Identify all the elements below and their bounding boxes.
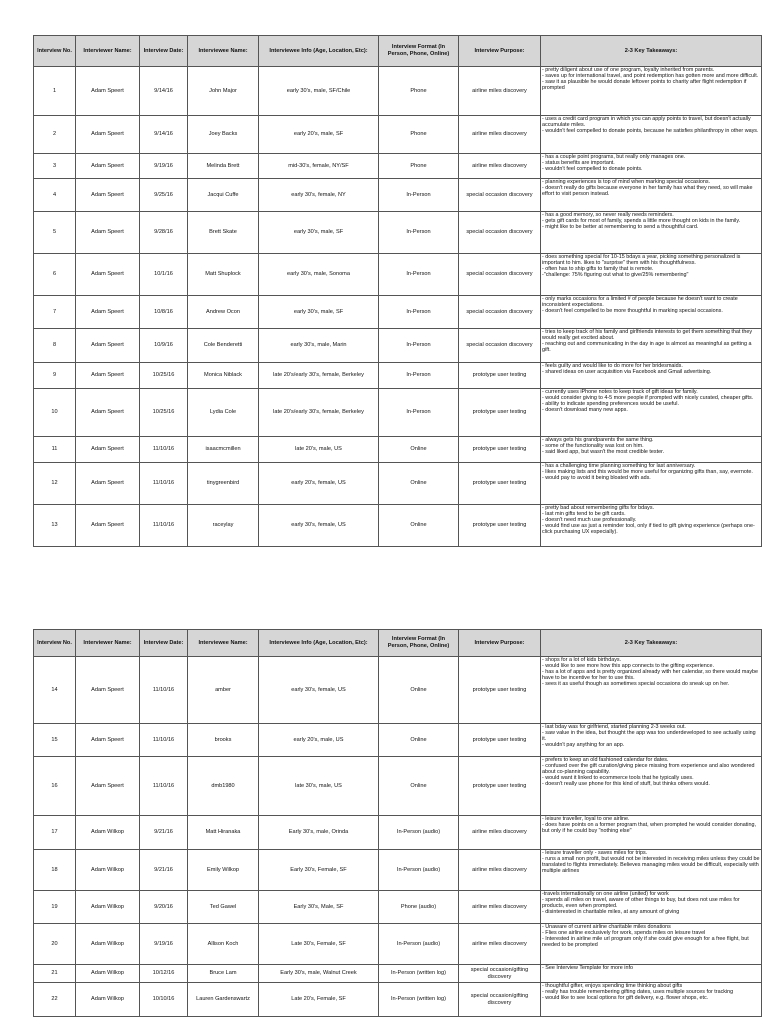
cell-format: In-Person [379, 179, 459, 212]
cell-name: John Major [188, 67, 259, 116]
cell-interviewer: Adam Speert [76, 329, 140, 363]
cell-takeaways: - pretty bad about remembering gifts for bdays. - last min gifts tend to be gift cards. - doesn't need much use professionally. - would find use as just a reminder tool, only if tied to gift giving experience (perhaps one-click purchasing UX especially). [541, 505, 762, 547]
cell-takeaways: - has a challenging time planning something for last anniversary. - likes making lists and this would be more useful for organizing gifts than, say, evernote. - would pay to avoid it being bloated with ads. [541, 463, 762, 505]
cell-no: 15 [34, 724, 76, 757]
cell-no: 16 [34, 757, 76, 816]
cell-takeaways: - tries to keep track of his family and girlfriends interests to get them something that they would really get excited about. - reaching out and communicating in the day in age is almost as meaningful as getting a gift. [541, 329, 762, 363]
cell-takeaways: - pretty diligent about use of one program, loyalty inherited from parents. - saves up for international travel, and point redemption has gotten more and more difficult. - saw it as plausible he would donate leftover points to charity after flight redemption if prompted [541, 67, 762, 116]
cell-name: Matt Shuplock [188, 254, 259, 296]
table-row [34, 463, 762, 505]
table-row [34, 179, 762, 212]
cell-no: 5 [34, 212, 76, 254]
cell-date: 10/12/16 [140, 965, 188, 983]
cell-purpose: airline miles discovery [459, 816, 541, 850]
cell-no: 10 [34, 389, 76, 437]
cell-date: 9/21/16 [140, 816, 188, 850]
table-row [34, 437, 762, 463]
cell-info: Late 20's, Female, SF [259, 983, 379, 1017]
cell-interviewer: Adam Wilkop [76, 924, 140, 965]
cell-purpose: prototype user testing [459, 437, 541, 463]
cell-date: 11/10/16 [140, 724, 188, 757]
cell-interviewer: Adam Speert [76, 657, 140, 724]
cell-no: 2 [34, 116, 76, 154]
cell-purpose: special occasion discovery [459, 212, 541, 254]
cell-info: early 30's, male, Marin [259, 329, 379, 363]
cell-info: early 30's, male, SF/Chile [259, 67, 379, 116]
cell-interviewer: Adam Wilkop [76, 816, 140, 850]
cell-purpose: airline miles discovery [459, 154, 541, 179]
cell-info: Late 30's, Female, SF [259, 924, 379, 965]
cell-purpose: special occasion discovery [459, 179, 541, 212]
header-interviewee-name: Interviewee Name: [188, 36, 259, 67]
cell-interviewer: Adam Speert [76, 363, 140, 389]
cell-takeaways: - last bday was for girlfriend, started planning 2-3 weeks out. - saw value in the idea, but thought the app was too underdeveloped to see actually using it. - wouldn't pay anything for an app. [541, 724, 762, 757]
cell-takeaways: - has a good memory, so never really needs reminders. - gets gift cards for most of family, spends a little more thought on kids in the family. - might like to be better at remembering to send a thoughtful card. [541, 212, 762, 254]
table-row [34, 154, 762, 179]
header-interviewee-info: Interviewee Info (Age, Location, Etc): [259, 36, 379, 67]
cell-format: In-Person [379, 329, 459, 363]
cell-interviewer: Adam Speert [76, 67, 140, 116]
cell-purpose: prototype user testing [459, 724, 541, 757]
cell-name: Lauren Gardenswartz [188, 983, 259, 1017]
cell-date: 9/14/16 [140, 116, 188, 154]
cell-no: 7 [34, 296, 76, 329]
cell-takeaways: - always gets his grandparents the same thing. - some of the functionality was lost on him. - said liked app, but wasn't the most credible tester. [541, 437, 762, 463]
cell-no: 21 [34, 965, 76, 983]
header-interview-no: Interview No. [34, 630, 76, 657]
cell-no: 11 [34, 437, 76, 463]
cell-format: Online [379, 437, 459, 463]
table-row [34, 116, 762, 154]
cell-interviewer: Adam Wilkop [76, 983, 140, 1017]
cell-interviewer: Adam Speert [76, 757, 140, 816]
cell-info: late 20's/early 30's, female, Berkeley [259, 363, 379, 389]
cell-purpose: special occasion discovery [459, 254, 541, 296]
header-interview-format: Interview Format (In Person, Phone, Online) [379, 36, 459, 67]
cell-name: Brett Skate [188, 212, 259, 254]
table-row [34, 850, 762, 891]
cell-date: 10/8/16 [140, 296, 188, 329]
cell-info: Early 30's, Male, SF [259, 891, 379, 924]
cell-takeaways: - planning experiences is top of mind when marking special occasions. - doesn't really do gifts because everyone in her family has what they need, so will make effort to visit person instead. [541, 179, 762, 212]
cell-interviewer: Adam Speert [76, 437, 140, 463]
header-row [34, 630, 762, 657]
cell-name: Ted Gawel [188, 891, 259, 924]
cell-date: 9/21/16 [140, 850, 188, 891]
cell-name: dmb1980 [188, 757, 259, 816]
table-row [34, 757, 762, 816]
cell-no: 18 [34, 850, 76, 891]
table-row [34, 983, 762, 1017]
cell-interviewer: Adam Wilkop [76, 850, 140, 891]
cell-date: 9/25/16 [140, 179, 188, 212]
cell-date: 10/25/16 [140, 389, 188, 437]
cell-name: isaacmcmillen [188, 437, 259, 463]
cell-interviewer: Adam Speert [76, 505, 140, 547]
cell-format: In-Person [379, 389, 459, 437]
cell-takeaways: - See Interview Template for more info [541, 965, 762, 983]
cell-purpose: airline miles discovery [459, 850, 541, 891]
table-row [34, 657, 762, 724]
cell-purpose: airline miles discovery [459, 116, 541, 154]
cell-info: Early 30's, Female, SF [259, 850, 379, 891]
cell-date: 9/19/16 [140, 154, 188, 179]
table-row [34, 505, 762, 547]
cell-name: tinygreenbird [188, 463, 259, 505]
cell-format: Phone [379, 116, 459, 154]
cell-info: early 30's, male, SF [259, 296, 379, 329]
cell-no: 20 [34, 924, 76, 965]
cell-purpose: special occasion discovery [459, 329, 541, 363]
cell-no: 1 [34, 67, 76, 116]
cell-info: early 20's, female, US [259, 463, 379, 505]
cell-info: late 20's/early 30's, female, Berkeley [259, 389, 379, 437]
header-row [34, 36, 762, 67]
cell-info: early 20's, male, US [259, 724, 379, 757]
cell-info: late 20's, male, US [259, 437, 379, 463]
interview-table-2 [33, 629, 762, 1017]
cell-format: In-Person [379, 212, 459, 254]
cell-format: In-Person (audio) [379, 924, 459, 965]
cell-name: Bruce Lam [188, 965, 259, 983]
table-row [34, 924, 762, 965]
cell-format: Phone [379, 67, 459, 116]
cell-date: 11/10/16 [140, 657, 188, 724]
cell-info: early 30's, female, NY [259, 179, 379, 212]
cell-interviewer: Adam Speert [76, 116, 140, 154]
cell-purpose: prototype user testing [459, 757, 541, 816]
cell-purpose: airline miles discovery [459, 924, 541, 965]
header-interviewer-name: Interviewer Name: [76, 36, 140, 67]
cell-name: Matt Hiranaka [188, 816, 259, 850]
cell-takeaways: - leisure traveller, loyal to one airline. - does have points on a former program that, when prompted he would consider donating, but only if he could buy "nothing else" [541, 816, 762, 850]
header-key-takeaways: 2-3 Key Takeaways: [541, 36, 762, 67]
cell-date: 9/19/16 [140, 924, 188, 965]
table-row [34, 329, 762, 363]
cell-no: 8 [34, 329, 76, 363]
cell-name: Emily Wilkop [188, 850, 259, 891]
cell-name: raceylay [188, 505, 259, 547]
cell-interviewer: Adam Speert [76, 212, 140, 254]
cell-name: Cole Benderetti [188, 329, 259, 363]
cell-purpose: airline miles discovery [459, 891, 541, 924]
interview-table-1 [33, 35, 762, 547]
cell-format: In-Person (written log) [379, 965, 459, 983]
cell-no: 13 [34, 505, 76, 547]
cell-info: early 30's, female, US [259, 657, 379, 724]
cell-purpose: special occasion/gifting discovery [459, 965, 541, 983]
cell-no: 4 [34, 179, 76, 212]
cell-format: In-Person (audio) [379, 816, 459, 850]
cell-takeaways: - shops for a lot of kids birthdays. - would like to see more how this app connects to the gifting experience. - has a lot of apps and is pretty organized already with her calendar, so there would maybe have to be incentive for her to use this. - sees it as useful though as sometimes special occasions do sneak up on her. [541, 657, 762, 724]
cell-info: mid-30's, female, NY/SF [259, 154, 379, 179]
cell-interviewer: Adam Speert [76, 296, 140, 329]
table-row [34, 891, 762, 924]
cell-purpose: prototype user testing [459, 463, 541, 505]
cell-date: 10/9/16 [140, 329, 188, 363]
cell-no: 9 [34, 363, 76, 389]
table-row [34, 816, 762, 850]
cell-takeaways: - does something special for 10-15 bdays a year, picking something personalized is important to him. likes to "surprise" them with his thoughtfulness. - often has to ship gifts to family that is remote. -"challenge: 75% figuring out what to give/25% remembering" [541, 254, 762, 296]
header-interview-format: Interview Format (In Person, Phone, Online) [379, 630, 459, 657]
cell-no: 17 [34, 816, 76, 850]
cell-interviewer: Adam Speert [76, 154, 140, 179]
cell-no: 3 [34, 154, 76, 179]
cell-date: 11/10/16 [140, 463, 188, 505]
cell-format: In-Person [379, 254, 459, 296]
cell-interviewer: Adam Speert [76, 179, 140, 212]
table-row [34, 724, 762, 757]
header-interview-date: Interview Date: [140, 36, 188, 67]
cell-date: 11/10/16 [140, 757, 188, 816]
cell-format: Online [379, 757, 459, 816]
cell-format: Online [379, 505, 459, 547]
cell-format: Online [379, 724, 459, 757]
cell-date: 11/10/16 [140, 437, 188, 463]
header-interview-purpose: Interview Purpose: [459, 630, 541, 657]
table-row [34, 965, 762, 983]
cell-info: late 30's, male, US [259, 757, 379, 816]
cell-name: Monica Niblack [188, 363, 259, 389]
header-interview-purpose: Interview Purpose: [459, 36, 541, 67]
cell-format: In-Person (written log) [379, 983, 459, 1017]
cell-format: Online [379, 657, 459, 724]
cell-takeaways: -travels internationally on one airline (united) for work - spends all miles on travel, aware of other things to buy, but does not use miles for products, even when prompted. - disinterested in charitable miles, at any amount of giving [541, 891, 762, 924]
cell-purpose: prototype user testing [459, 505, 541, 547]
cell-purpose: special occasion/gifting discovery [459, 983, 541, 1017]
cell-takeaways: - uses a credit card program in which you can apply points to travel, but doesn't actually accumulate miles. - wouldn't feel compelled to donate points, because he satisfies philanthropy in other ways. [541, 116, 762, 154]
header-interview-no: Interview No. [34, 36, 76, 67]
cell-name: brooks [188, 724, 259, 757]
cell-takeaways: - leisure traveller only - saves miles for trips. - runs a small non profit, but would not be interested in receiving miles unless they could be translated to flights immediately. Believes managing miles would be difficult, especially with multiple airlines [541, 850, 762, 891]
cell-no: 12 [34, 463, 76, 505]
cell-format: Phone [379, 154, 459, 179]
cell-format: In-Person [379, 363, 459, 389]
cell-takeaways: - feels guilty and would like to do more for her bridesmaids. - shared ideas on user acquisition via Facebook and Gmail advertising. [541, 363, 762, 389]
cell-purpose: prototype user testing [459, 363, 541, 389]
table-row [34, 363, 762, 389]
cell-name: Andrew Ocon [188, 296, 259, 329]
cell-name: Lydia Cole [188, 389, 259, 437]
cell-takeaways: - prefers to keep an old fashioned calendar for dates. - confused over the gift curation/giving piece missing from experience and also wondered about co-planning capability. - would want it linked to ecommerce tools that he typically uses. - doesn't really use phone for this kind of stuff, but thinks others would. [541, 757, 762, 816]
cell-info: Early 30's, male, Walnut Creek [259, 965, 379, 983]
cell-no: 6 [34, 254, 76, 296]
cell-date: 10/10/16 [140, 983, 188, 1017]
cell-takeaways: - thoughtful gifter, enjoys spending time thinking about gifts - really has trouble remembering gifting dates, uses multiple sources for tracking - would like to see local options for gift delivery, e.g. flower shops, etc. [541, 983, 762, 1017]
cell-no: 19 [34, 891, 76, 924]
cell-takeaways: - has a couple point programs, but really only manages one. - status benefits are important. - wouldn't feel compelled to donate points. [541, 154, 762, 179]
cell-info: early 30's, male, SF [259, 212, 379, 254]
cell-format: Online [379, 463, 459, 505]
cell-interviewer: Adam Wilkop [76, 965, 140, 983]
cell-format: Phone (audio) [379, 891, 459, 924]
cell-date: 9/14/16 [140, 67, 188, 116]
cell-format: In-Person (audio) [379, 850, 459, 891]
cell-name: Joey Backs [188, 116, 259, 154]
cell-info: early 30's, male, Sonoma [259, 254, 379, 296]
header-key-takeaways: 2-3 Key Takeaways: [541, 630, 762, 657]
cell-info: early 30's, female, US [259, 505, 379, 547]
cell-date: 10/25/16 [140, 363, 188, 389]
table-row [34, 212, 762, 254]
table-row [34, 389, 762, 437]
cell-takeaways: - Unaware of current airline charitable miles donations - Flies one airline exclusively for work, spends miles on leisure travel - Interested in airline mile url program only if she could give enough for a free flight, but needed to be prompted [541, 924, 762, 965]
header-interviewer-name: Interviewer Name: [76, 630, 140, 657]
cell-info: Early 30's, male, Orinda [259, 816, 379, 850]
cell-name: Melinda Brett [188, 154, 259, 179]
cell-info: early 20's, male, SF [259, 116, 379, 154]
cell-name: amber [188, 657, 259, 724]
cell-purpose: airline miles discovery [459, 67, 541, 116]
cell-interviewer: Adam Speert [76, 463, 140, 505]
header-interview-date: Interview Date: [140, 630, 188, 657]
cell-interviewer: Adam Speert [76, 389, 140, 437]
cell-interviewer: Adam Speert [76, 254, 140, 296]
table-row [34, 254, 762, 296]
cell-no: 14 [34, 657, 76, 724]
cell-date: 9/20/16 [140, 891, 188, 924]
cell-date: 9/28/16 [140, 212, 188, 254]
cell-date: 11/10/16 [140, 505, 188, 547]
cell-interviewer: Adam Wilkop [76, 891, 140, 924]
cell-no: 22 [34, 983, 76, 1017]
header-interviewee-name: Interviewee Name: [188, 630, 259, 657]
cell-date: 10/1/16 [140, 254, 188, 296]
header-interviewee-info: Interviewee Info (Age, Location, Etc): [259, 630, 379, 657]
table-row [34, 67, 762, 116]
cell-name: Jacqui Cuffe [188, 179, 259, 212]
table-row [34, 296, 762, 329]
cell-interviewer: Adam Speert [76, 724, 140, 757]
cell-takeaways: - currently uses iPhone notes to keep track of gift ideas for family. - would consider giving to 4-5 more people if prompted with nicely curated, cheaper gifts. - ability to indicate spending preferences would be useful. - doesn't download many new apps. [541, 389, 762, 437]
cell-purpose: prototype user testing [459, 389, 541, 437]
cell-purpose: special occasion discovery [459, 296, 541, 329]
cell-name: Allison Koch [188, 924, 259, 965]
cell-purpose: prototype user testing [459, 657, 541, 724]
cell-format: In-Person [379, 296, 459, 329]
cell-takeaways: - only marks occasions for a limited # of people because he doesn't want to create inconsistent expectations. - doesn't feel compelled to be more thoughtful in marking special occasions. [541, 296, 762, 329]
